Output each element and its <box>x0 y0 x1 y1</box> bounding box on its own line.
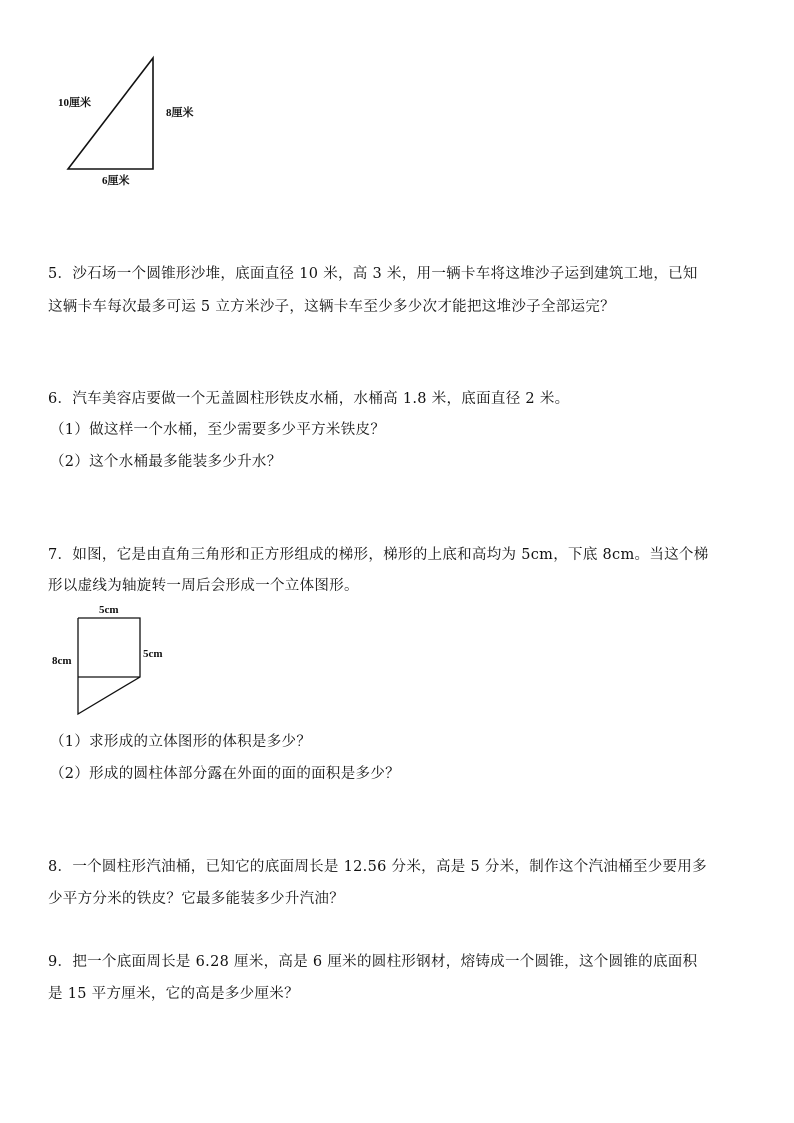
top-label: 5cm <box>99 604 119 616</box>
question-9-line-2: 是 15 平方厘米，它的高是多少厘米？ <box>48 986 299 1002</box>
trapezoid-outline <box>78 618 140 714</box>
height-label: 8厘米 <box>166 107 194 119</box>
right-triangle-figure <box>50 50 220 195</box>
question-5-line-1: 5．沙石场一个圆锥形沙堆，底面直径 10 米，高 3 米，用一辆卡车将这堆沙子运到建筑工地，已知 <box>48 266 698 282</box>
triangle-shape <box>68 58 153 169</box>
right-label: 5cm <box>143 648 163 660</box>
question-8-line-1: 8．一个圆柱形汽油桶，已知它的底面周长是 12.56 分米，高是 5 分米，制作这个汽油桶至少要用多 <box>48 859 707 875</box>
question-7-line-2: 形以虚线为轴旋转一周后会形成一个立体图形。 <box>48 578 359 594</box>
question-6-sub-1: （1）做这样一个水桶，至少需要多少平方米铁皮？ <box>50 422 386 438</box>
left-label: 8cm <box>52 655 72 667</box>
question-7-sub-2: （2）形成的圆柱体部分露在外面的面的面积是多少？ <box>50 766 400 782</box>
base-label: 6厘米 <box>102 175 130 187</box>
question-7-line-1: 7．如图，它是由直角三角形和正方形组成的梯形，梯形的上底和高均为 5cm，下底 8cm。当这个梯 <box>48 547 709 563</box>
question-6-line-1: 6．汽车美容店要做一个无盖圆柱形铁皮水桶，水桶高 1.8 米，底面直径 2 米。 <box>48 391 570 407</box>
question-7-sub-1: （1）求形成的立体图形的体积是多少？ <box>50 734 312 750</box>
question-9-line-1: 9．把一个底面周长是 6.28 厘米，高是 6 厘米的圆柱形钢材，熔铸成一个圆锥，这个圆锥的底面积 <box>48 954 698 970</box>
question-8-line-2: 少平方分米的铁皮？它最多能装多少升汽油？ <box>48 891 344 907</box>
trapezoid-figure <box>48 600 178 720</box>
hypotenuse-label: 10厘米 <box>58 97 91 109</box>
question-5-line-2: 这辆卡车每次最多可运 5 立方米沙子，这辆卡车至少多少次才能把这堆沙子全部运完？ <box>48 299 615 315</box>
question-6-sub-2: （2）这个水桶最多能装多少升水？ <box>50 454 282 470</box>
